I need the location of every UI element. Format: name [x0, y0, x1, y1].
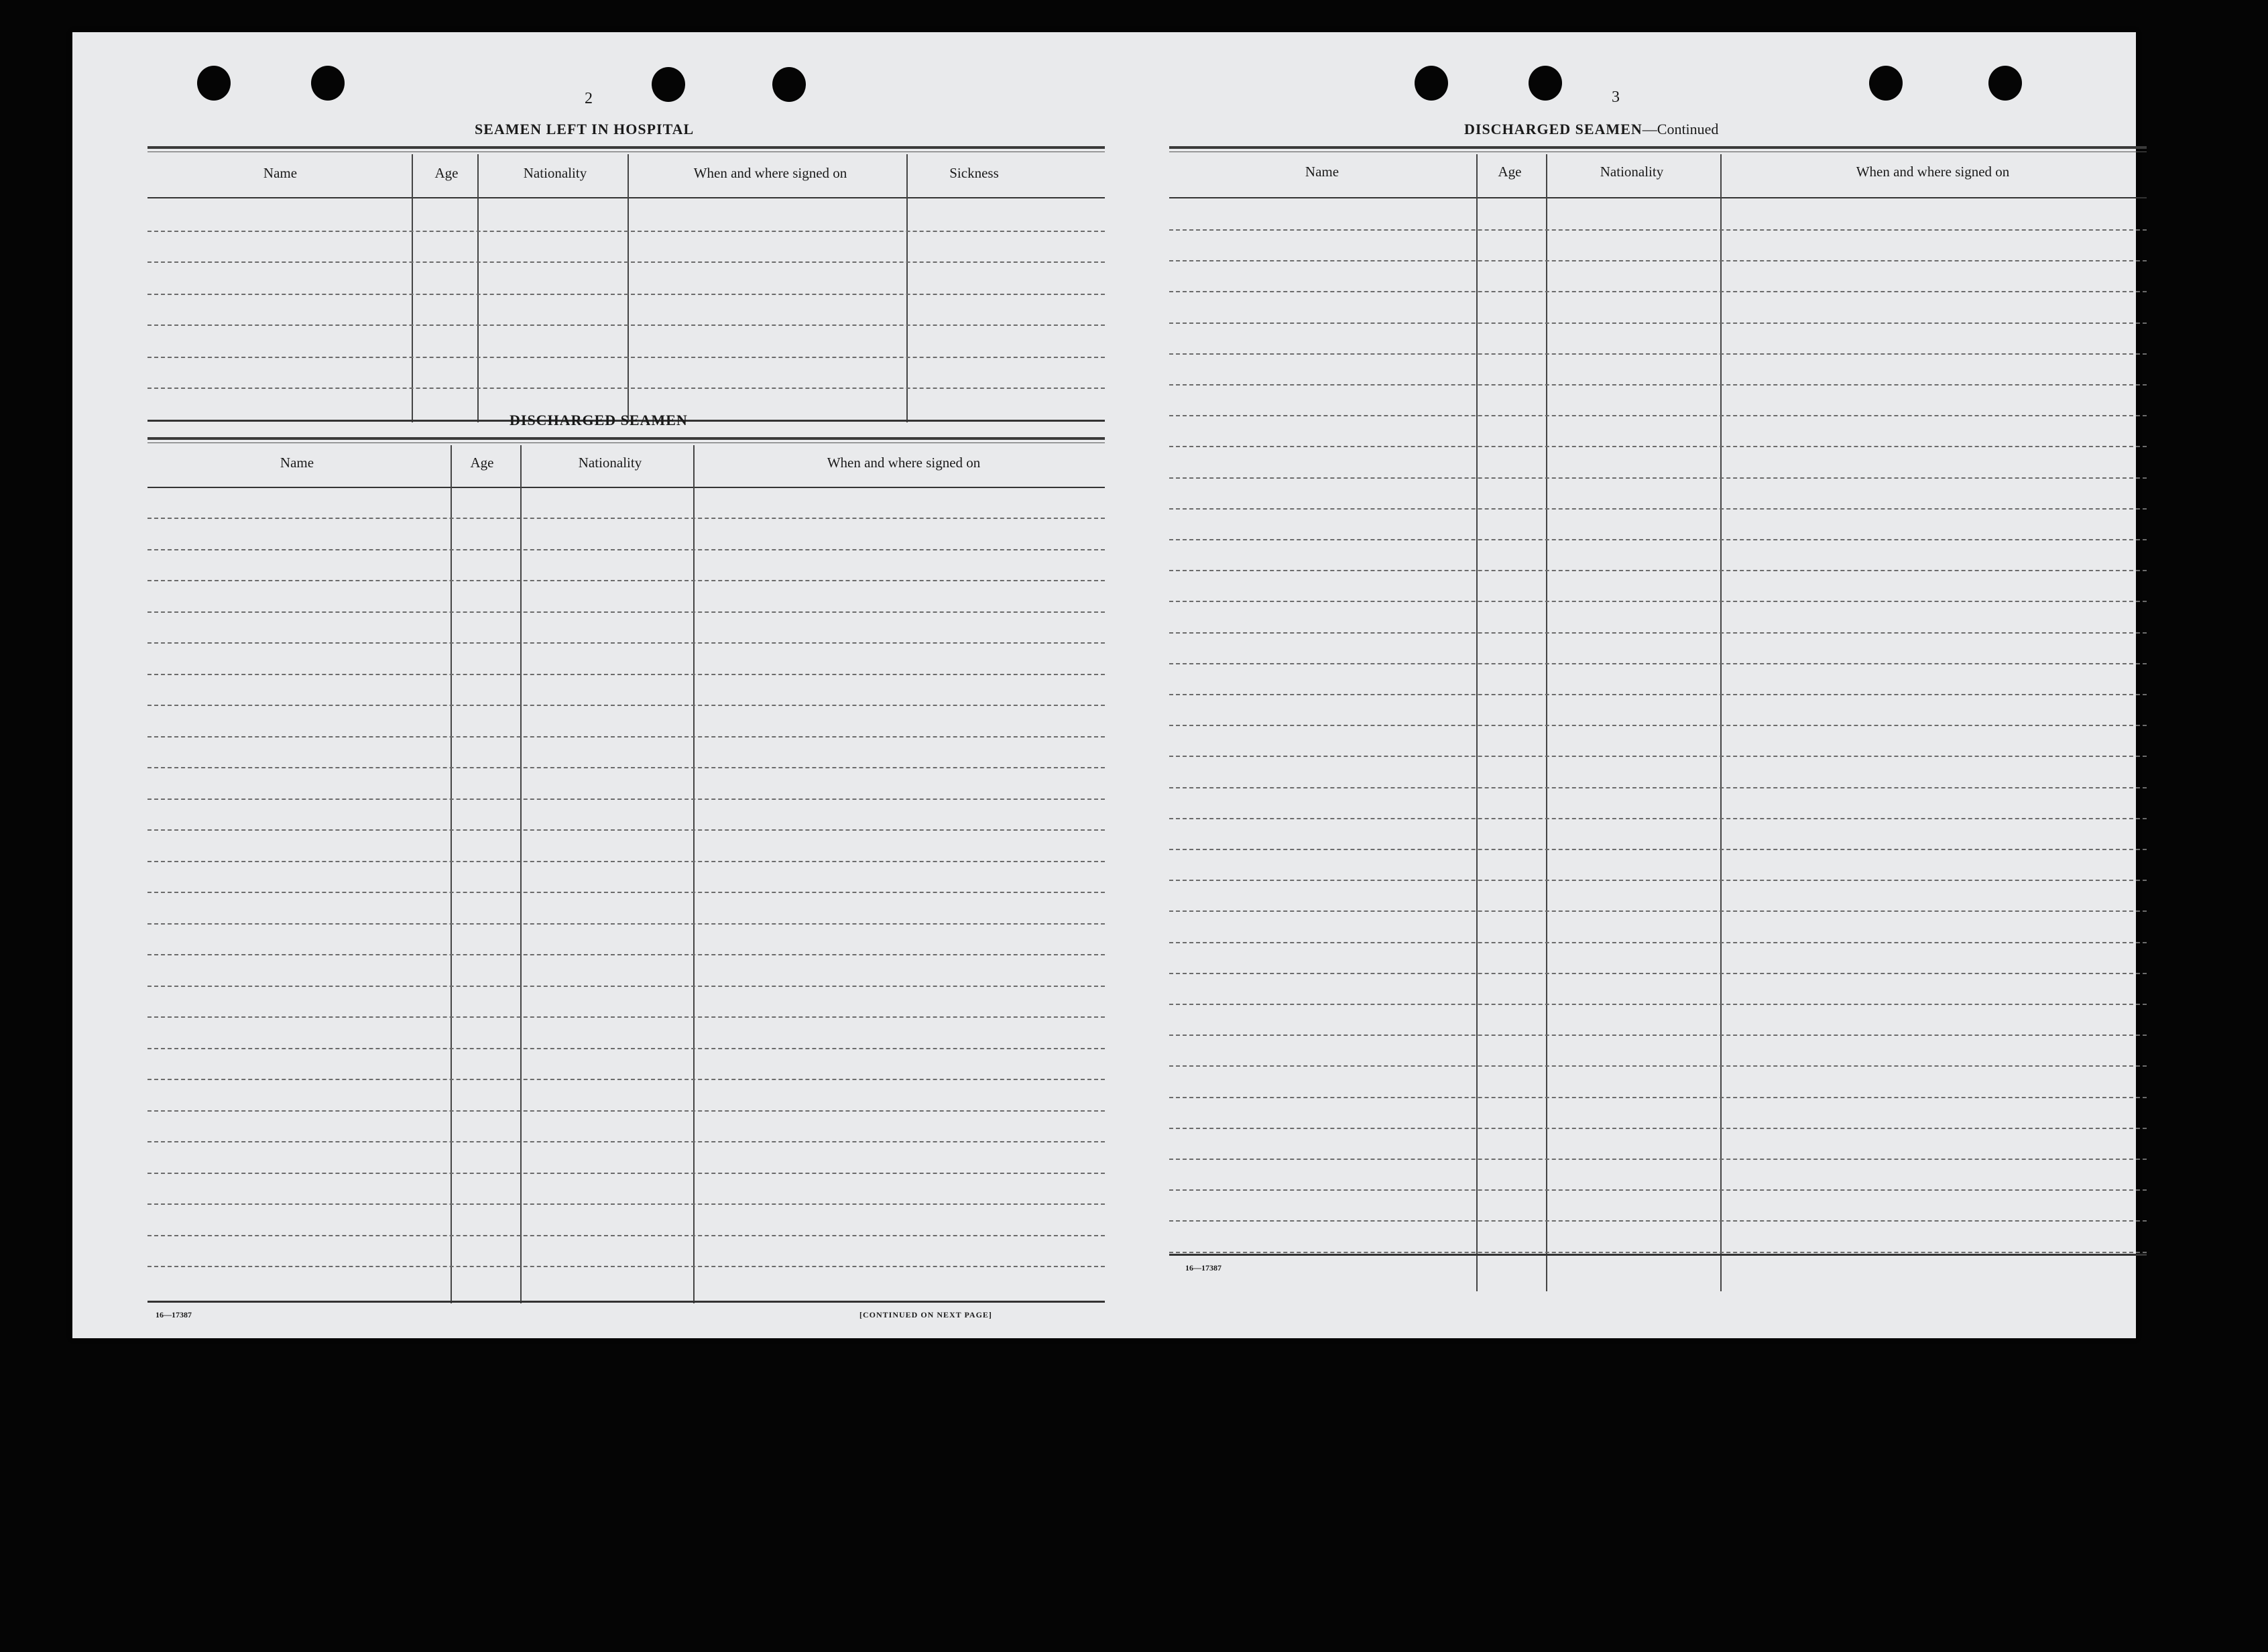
punch-hole [652, 67, 685, 102]
table-row [1169, 291, 2147, 292]
column-header-name: Name [280, 455, 314, 471]
table-row [147, 357, 1105, 358]
table-row [1169, 477, 2147, 479]
section-title: SEAMEN LEFT IN HOSPITAL [475, 121, 695, 137]
table-row [147, 767, 1105, 768]
column-header-name: Name [1305, 164, 1339, 180]
section-title-suffix: —Continued [1642, 121, 1719, 137]
section-rule [147, 146, 1105, 152]
table-row [1169, 415, 2147, 416]
table-row [147, 861, 1105, 862]
column-header-age: Age [470, 455, 494, 471]
table-row [1169, 973, 2147, 974]
table-row [1169, 818, 2147, 819]
page-number: 3 [1612, 88, 1620, 106]
column-header-nationality: Nationality [1600, 164, 1664, 180]
column-header-signed-on: When and where signed on [693, 165, 847, 181]
table-bottom-rule [147, 1301, 1105, 1303]
table-row [147, 231, 1105, 232]
table-row [147, 388, 1105, 389]
form-number: 16—17387 [1185, 1263, 1221, 1273]
table-bottom-rule [1169, 1254, 2147, 1256]
table-row [1169, 910, 2147, 912]
table-row [1169, 1097, 2147, 1098]
table-row [1169, 756, 2147, 757]
table-row [147, 1173, 1105, 1174]
column-divider [1720, 154, 1722, 1291]
column-header-signed-on: When and where signed on [1856, 164, 2010, 180]
column-divider [520, 445, 522, 1303]
section-title-main: DISCHARGED SEAMEN [1464, 121, 1643, 137]
table-row [147, 261, 1105, 263]
column-header-age: Age [434, 165, 459, 181]
column-header-sickness: Sickness [949, 165, 999, 181]
table-row [147, 1141, 1105, 1142]
table-row [147, 986, 1105, 987]
table-row [1169, 1159, 2147, 1160]
punch-hole [772, 67, 806, 102]
table-row [1169, 446, 2147, 447]
column-header-nationality: Nationality [578, 455, 642, 471]
table-row [147, 1266, 1105, 1267]
table-row [1169, 663, 2147, 664]
document-sheet [72, 32, 2136, 1338]
table-row [147, 1048, 1105, 1049]
table-row [147, 954, 1105, 955]
table-row [1169, 1252, 2147, 1253]
column-divider [412, 154, 413, 422]
column-header-nationality: Nationality [523, 165, 587, 181]
section-title [1464, 121, 1718, 138]
table-row [1169, 508, 2147, 510]
table-row [1169, 384, 2147, 386]
table-row [1169, 942, 2147, 943]
column-header-age: Age [1498, 164, 1522, 180]
table-row [147, 580, 1105, 581]
table-row [147, 549, 1105, 550]
form-number: 16—17387 [156, 1310, 192, 1319]
table-row [147, 892, 1105, 893]
punch-hole [1415, 66, 1448, 101]
column-divider [1476, 154, 1478, 1291]
table-row [1169, 1065, 2147, 1067]
table-row [147, 1235, 1105, 1236]
table-row [147, 642, 1105, 644]
continued-note: [CONTINUED ON NEXT PAGE] [859, 1310, 992, 1319]
column-divider [451, 445, 452, 1303]
table-row [147, 1016, 1105, 1018]
table-row [1169, 601, 2147, 602]
punch-hole [197, 66, 231, 101]
punch-hole [1529, 66, 1562, 101]
punch-hole [1988, 66, 2022, 101]
table-row [1169, 353, 2147, 355]
column-divider [1546, 154, 1547, 1291]
table-row [1169, 632, 2147, 634]
table-row [147, 799, 1105, 800]
table-row [1169, 322, 2147, 324]
column-divider [477, 154, 479, 422]
table-row [1169, 725, 2147, 726]
table-row [147, 829, 1105, 831]
column-divider [906, 154, 908, 422]
punch-hole [1869, 66, 1903, 101]
page-number: 2 [585, 90, 593, 107]
table-row [147, 705, 1105, 706]
table-row [147, 1110, 1105, 1112]
table-row [147, 518, 1105, 519]
table-row [1169, 1035, 2147, 1036]
table-row [1169, 787, 2147, 788]
table-row [1169, 539, 2147, 540]
table-row [1169, 1004, 2147, 1005]
header-underline [147, 197, 1105, 198]
table-row [1169, 1128, 2147, 1129]
table-row [147, 324, 1105, 326]
column-header-signed-on: When and where signed on [827, 455, 981, 471]
table-row [147, 923, 1105, 925]
table-row [1169, 260, 2147, 261]
column-divider [693, 445, 695, 1303]
section-rule [1169, 146, 2147, 152]
punch-hole [311, 66, 345, 101]
table-row [147, 1079, 1105, 1080]
column-header-name: Name [263, 165, 298, 181]
table-row [1169, 1189, 2147, 1191]
table-row [147, 611, 1105, 613]
table-row [1169, 229, 2147, 231]
table-row [1169, 1220, 2147, 1222]
table-row [147, 294, 1105, 295]
section-title: DISCHARGED SEAMEN [510, 412, 688, 428]
table-row [1169, 849, 2147, 850]
header-underline [147, 487, 1105, 488]
header-underline [1169, 197, 2147, 198]
table-row [1169, 880, 2147, 881]
table-row [1169, 570, 2147, 571]
table-row [1169, 694, 2147, 695]
column-divider [628, 154, 629, 422]
table-row [147, 674, 1105, 675]
table-row [147, 736, 1105, 738]
section-rule [147, 437, 1105, 443]
table-row [147, 1203, 1105, 1205]
